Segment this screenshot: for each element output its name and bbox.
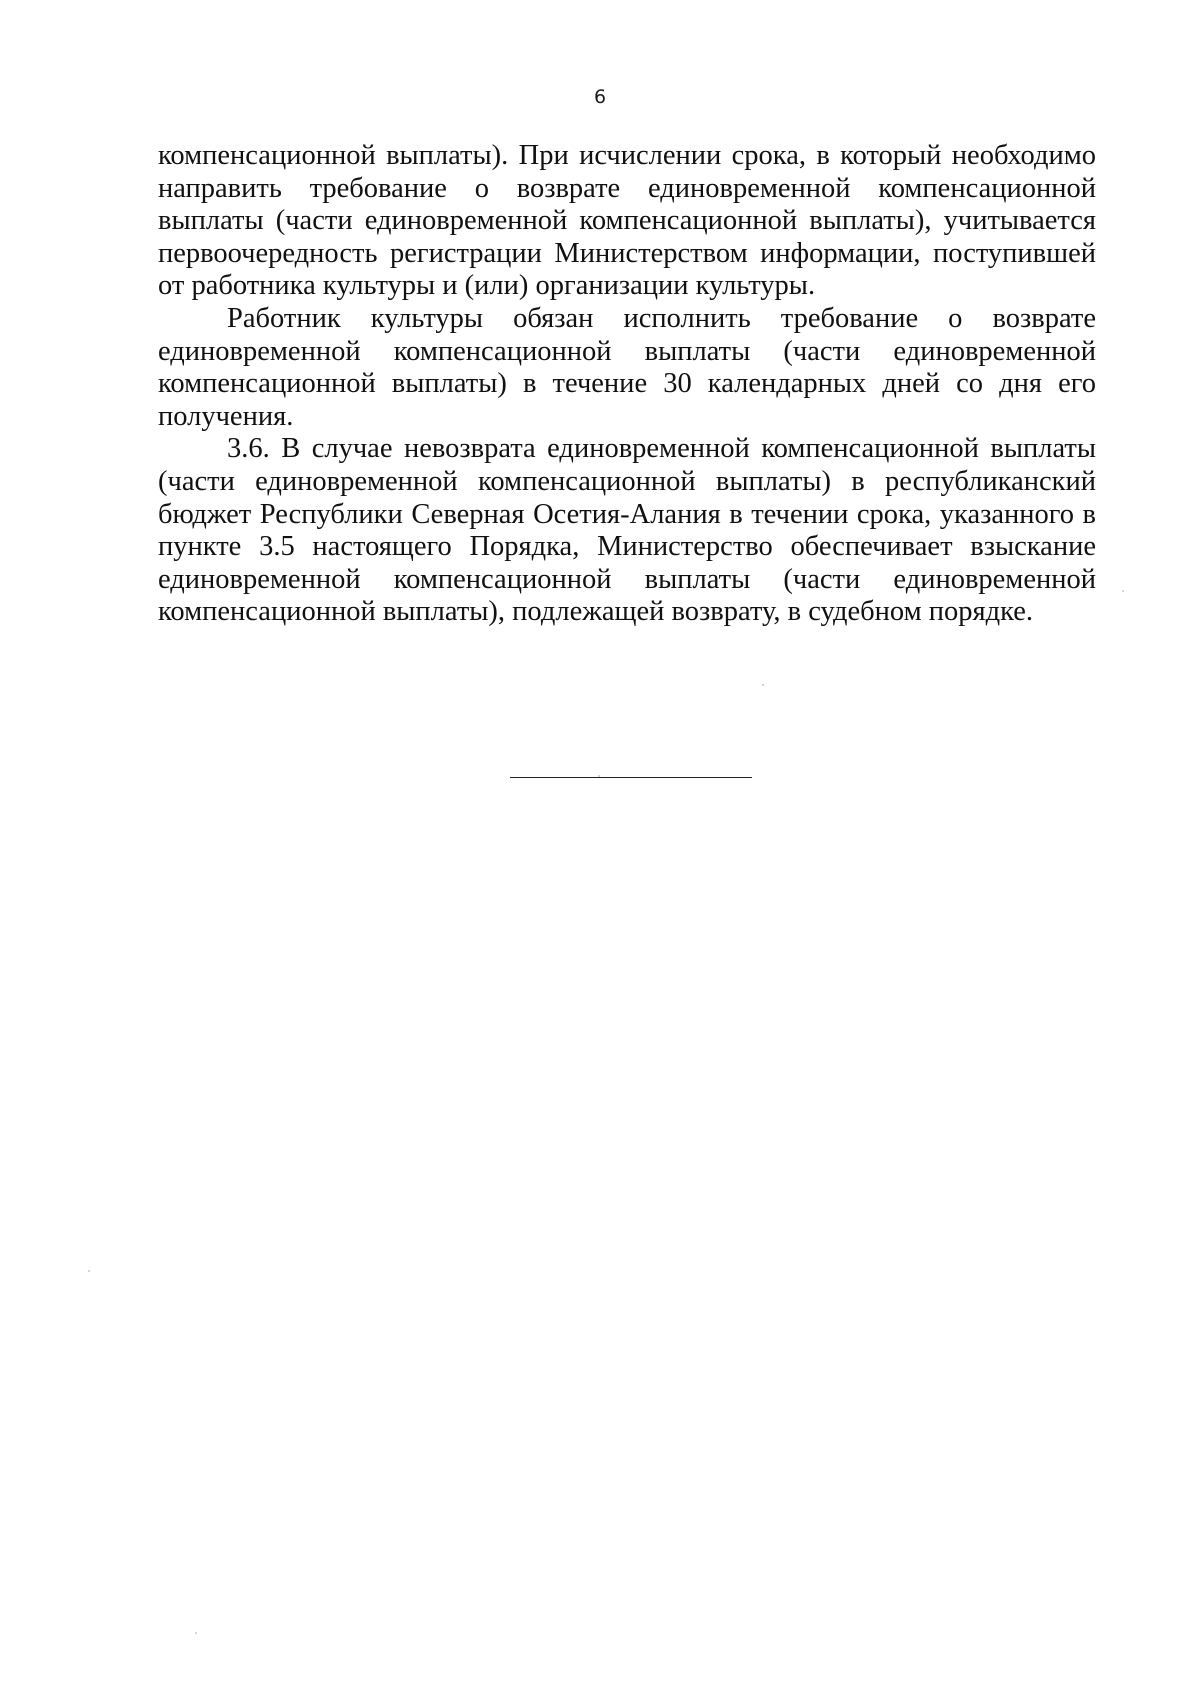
paragraph-3-6: 3.6. В случае невозврата единовременной компенсационной выплаты (части единовременной компенсационной выплаты) в республиканский бюджет Республики Северная Осетия-Алания в течении срока, указанного в пункте 3.5 настоящего Порядка, Министерство обеспечивает взыскание единовременной компенсационной выплаты (части единовременной компенсационной выплаты), подлежащей возврату, в судебном порядке. bbox=[158, 433, 1096, 628]
paragraph-continuation: компенсационной выплаты). При исчислении срока, в который необходимо направить требование о возврате единовременной компенсационной выплаты (части единовременной компенсационной выплаты), учитывается первоочередность регистрации Министерством информации, поступившей от работника культуры и (или) организации культуры. bbox=[158, 140, 1096, 302]
scan-speck bbox=[88, 1270, 90, 1272]
paragraph-worker-obligation: Работник культуры обязан исполнить требование о возврате единовременной компенсационной выплаты (части единовременной компенсационной выплаты) в течение 30 календарных дней со дня его получения. bbox=[158, 302, 1096, 432]
scan-speck bbox=[762, 684, 764, 686]
end-of-document-rule bbox=[510, 777, 752, 778]
document-body bbox=[158, 140, 1096, 629]
scan-speck bbox=[598, 775, 600, 777]
scan-speck bbox=[1122, 590, 1124, 592]
page-number: 6 bbox=[593, 86, 607, 108]
scan-speck bbox=[195, 1632, 197, 1634]
